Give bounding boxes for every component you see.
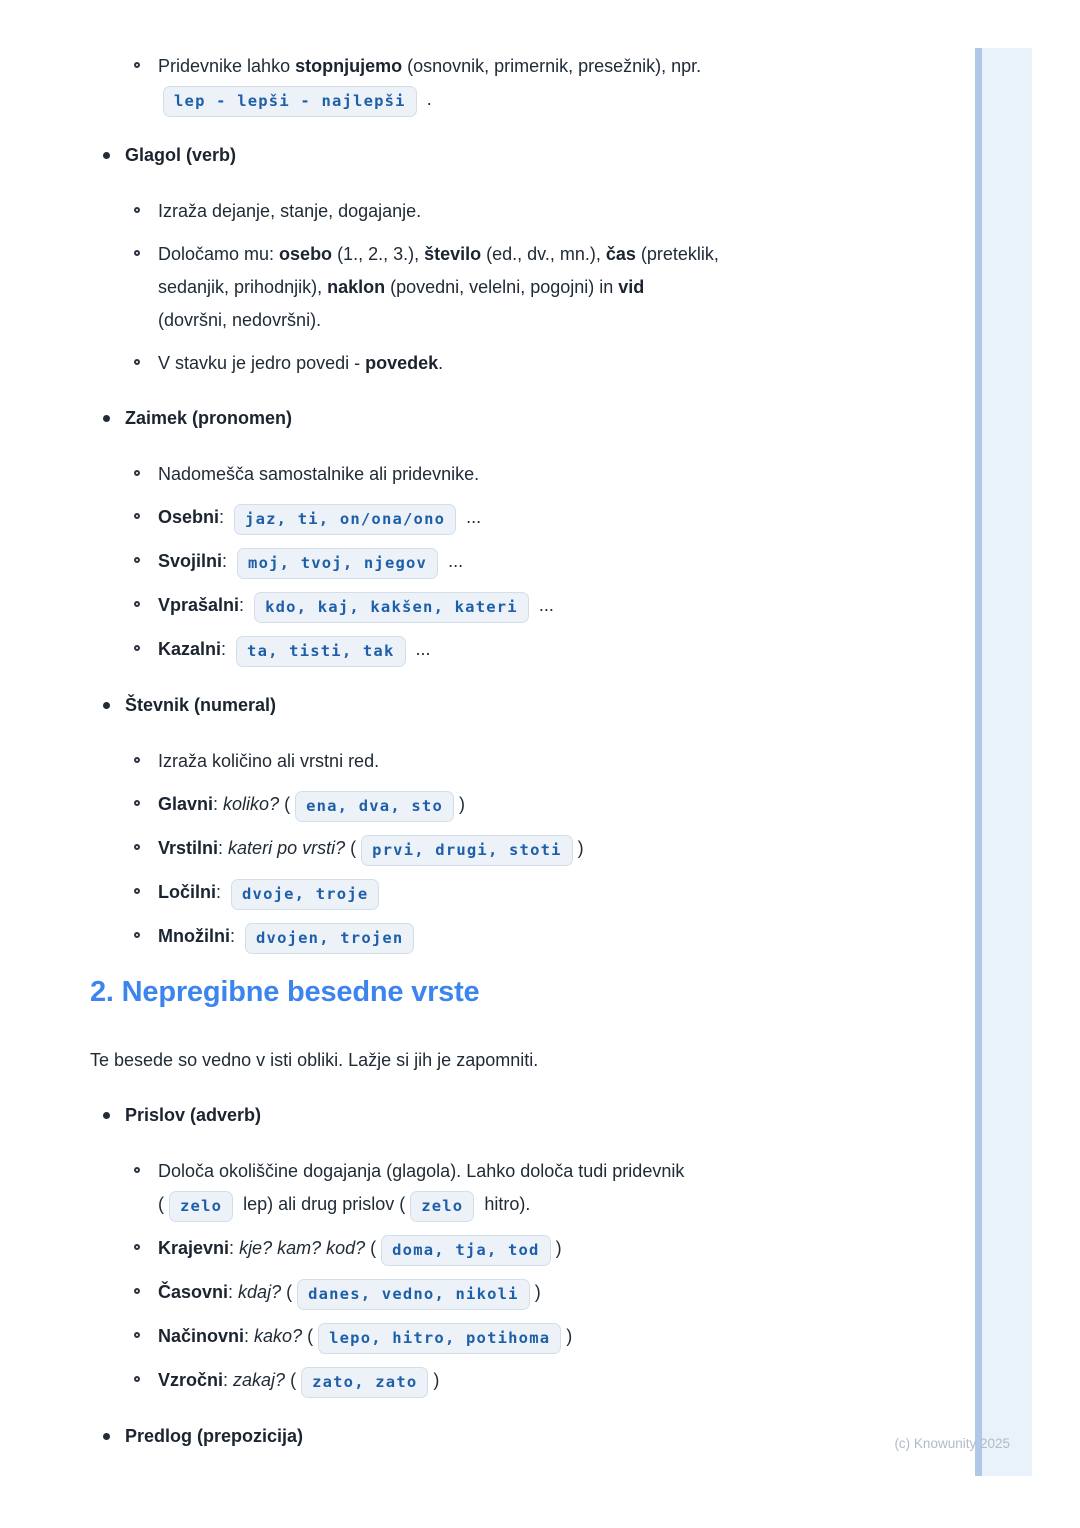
text-segment: Vzročni [158,1370,224,1390]
text-segment: (povedni, velelni, pogojni) in [385,277,619,297]
text-segment: ( [345,838,357,858]
text-segment: Določa okoliščine dogajanja (glagola). Lahko določa tudi pridevnik [158,1161,685,1181]
text-line [158,238,970,271]
text-segment: ... [461,507,482,527]
text-segment: ) [433,1370,440,1390]
sub-list-item [90,633,970,667]
code-chip: ta, tisti, tak [236,636,405,667]
text-line [158,50,970,83]
text-segment: Osebni [158,507,220,527]
text-line [158,876,970,910]
code-chip: ena, dva, sto [295,791,454,822]
text-segment: zakaj? [233,1370,286,1390]
bullet-icon [103,152,110,159]
circle-bullet-icon [134,757,140,763]
sub-list-item [90,50,970,117]
text-segment: naklon [327,277,386,297]
watermark: (c) Knowunity 2025 [894,1436,1010,1451]
text-segment: : [222,551,233,571]
text-segment: (preteklik, [635,244,719,264]
text-segment: število [424,244,482,264]
list-item [90,689,970,722]
text-line [158,501,970,535]
circle-bullet-icon [134,1288,140,1294]
text-segment: Kazalni [158,639,222,659]
text-segment: (ed., dv., mn.), [481,244,606,264]
text-segment: Določamo mu: [158,244,280,264]
circle-bullet-icon [134,601,140,607]
text-segment: ( [158,1194,164,1214]
code-chip: zato, zato [301,1367,428,1398]
circle-bullet-icon [134,1244,140,1250]
text-line [125,1099,970,1132]
text-segment: ( [285,1370,297,1390]
text-segment: ( [281,1282,293,1302]
sub-list-item [90,458,970,491]
text-line [158,545,970,579]
sub-list-item [90,195,970,228]
text-segment: : [216,882,227,902]
text-line [125,139,970,172]
text-segment: : [213,794,224,814]
sub-list-item [90,238,970,337]
text-line [158,83,970,117]
sub-list-item [90,832,970,866]
circle-bullet-icon [134,932,140,938]
scrollbar-track[interactable] [975,48,1032,1476]
text-segment: Načinovni [158,1326,245,1346]
text-segment: Prislov (adverb) [125,1105,262,1125]
text-segment: kateri po vrsti? [228,838,346,858]
sub-list-item [90,1320,970,1354]
text-segment: . [438,353,444,373]
text-segment: ) [566,1326,573,1346]
text-segment: : [244,1326,255,1346]
sub-list-item [90,788,970,822]
text-segment: vid [618,277,645,297]
text-segment: Vprašalni [158,595,240,615]
text-line [158,1188,970,1222]
circle-bullet-icon [134,1167,140,1173]
code-chip: danes, vedno, nikoli [297,1279,530,1310]
sub-list-item [90,745,970,778]
code-chip: zelo [169,1191,233,1222]
text-segment: Časovni [158,1282,229,1302]
text-segment: . [421,89,432,109]
circle-bullet-icon [134,1332,140,1338]
text-segment: osebo [279,244,333,264]
text-line [158,788,970,822]
text-line [158,1320,970,1354]
circle-bullet-icon [134,470,140,476]
text-segment: (osnovnik, primernik, presežnik), npr. [402,56,702,76]
code-chip: lepo, hitro, potihoma [318,1323,561,1354]
sub-list-item [90,1232,970,1266]
text-segment: Ločilni [158,882,216,902]
text-line [158,1364,970,1398]
text-segment: Izraža dejanje, stanje, dogajanje. [158,201,422,221]
text-segment: čas [605,244,636,264]
circle-bullet-icon [134,645,140,651]
text-line [158,347,970,380]
code-chip: lep - lepši - najlepši [163,86,417,117]
text-segment: : [239,595,250,615]
list-item [90,1420,970,1453]
text-segment: Vrstilni [158,838,219,858]
text-segment: Predlog (prepozicija) [125,1426,304,1446]
list-item [90,402,970,435]
text-line [158,1232,970,1266]
text-line [125,689,970,722]
text-segment: ) [577,838,584,858]
paragraph: Te besede so vedno v isti obliki. Lažje si jih je zapomniti. [90,1050,539,1070]
text-line [125,1420,970,1453]
circle-bullet-icon [134,1376,140,1382]
text-segment: : [228,1282,239,1302]
text-segment: ... [443,551,464,571]
text-segment: V stavku je jedro povedi - [158,353,366,373]
text-segment: : [229,926,240,946]
circle-bullet-icon [134,513,140,519]
text-segment: koliko? [223,794,280,814]
text-line [158,832,970,866]
text-segment: ( [279,794,291,814]
text-line [158,920,970,954]
text-segment: : [219,507,230,527]
section-heading: 2. Nepregibne besedne vrste [90,976,480,1008]
text-segment: kje? kam? kod? [239,1238,366,1258]
text-segment: Glavni [158,794,214,814]
text-segment: ) [534,1282,541,1302]
text-line [158,304,970,337]
text-segment: ) [555,1238,562,1258]
sub-list-item [90,876,970,910]
circle-bullet-icon [134,207,140,213]
circle-bullet-icon [134,557,140,563]
code-chip: dvoje, troje [231,879,379,910]
text-line [158,195,970,228]
text-segment: Pridevnike lahko [158,56,296,76]
text-segment: hitro). [479,1194,531,1214]
text-segment: ) [459,794,465,814]
text-segment: (1., 2., 3.), [332,244,425,264]
sub-list-item [90,347,970,380]
code-chip: moj, tvoj, njegov [237,548,438,579]
text-segment: kdaj? [238,1282,282,1302]
text-segment: sedanjik, prihodnjik), [158,277,328,297]
sub-list-item [90,501,970,535]
text-line [125,402,970,435]
text-line [158,633,970,667]
code-chip: jaz, ti, on/ona/ono [234,504,456,535]
text-segment: lep) ali drug prislov ( [238,1194,406,1214]
text-segment: Zaimek (pronomen) [125,408,293,428]
circle-bullet-icon [134,888,140,894]
text-line [158,271,970,304]
text-segment: : [223,1370,234,1390]
bullet-icon [103,1112,110,1119]
code-chip: zelo [410,1191,474,1222]
text-segment: Glagol (verb) [125,145,237,165]
circle-bullet-icon [134,62,140,68]
code-chip: prvi, drugi, stoti [361,835,573,866]
sub-list-item [90,1276,970,1310]
bullet-icon [103,1433,110,1440]
bullet-icon [103,415,110,422]
text-line [158,1155,970,1188]
text-segment: : [221,639,232,659]
sub-list-item [90,545,970,579]
circle-bullet-icon [134,250,140,256]
text-segment: Svojilni [158,551,223,571]
text-line [158,589,970,623]
sub-list-item [90,920,970,954]
notes-document-body [90,50,970,1476]
text-line [158,458,970,491]
text-segment: (dovršni, nedovršni). [158,310,322,330]
text-segment: Izraža količino ali vrstni red. [158,751,380,771]
text-segment: ... [533,595,554,615]
text-segment: kako? [254,1326,303,1346]
text-segment: povedek [365,353,439,373]
text-segment: Krajevni [158,1238,230,1258]
bullet-icon [103,702,110,709]
text-segment: ... [410,639,431,659]
circle-bullet-icon [134,359,140,365]
text-line [158,745,970,778]
text-segment: Števnik (numeral) [125,695,277,715]
text-line [158,1276,970,1310]
code-chip: dvojen, trojen [245,923,414,954]
list-item [90,1099,970,1132]
code-chip: doma, tja, tod [381,1235,550,1266]
text-segment: stopnjujemo [295,56,403,76]
code-chip: kdo, kaj, kakšen, kateri [254,592,529,623]
text-segment: ( [302,1326,314,1346]
list-item [90,139,970,172]
sub-list-item [90,1155,970,1222]
text-segment: Nadomešča samostalnike ali pridevnike. [158,464,480,484]
text-segment: ( [365,1238,377,1258]
text-segment: : [218,838,229,858]
sub-list-item [90,1364,970,1398]
circle-bullet-icon [134,844,140,850]
text-segment: Množilni [158,926,230,946]
text-segment: : [229,1238,240,1258]
sub-list-item [90,589,970,623]
circle-bullet-icon [134,800,140,806]
